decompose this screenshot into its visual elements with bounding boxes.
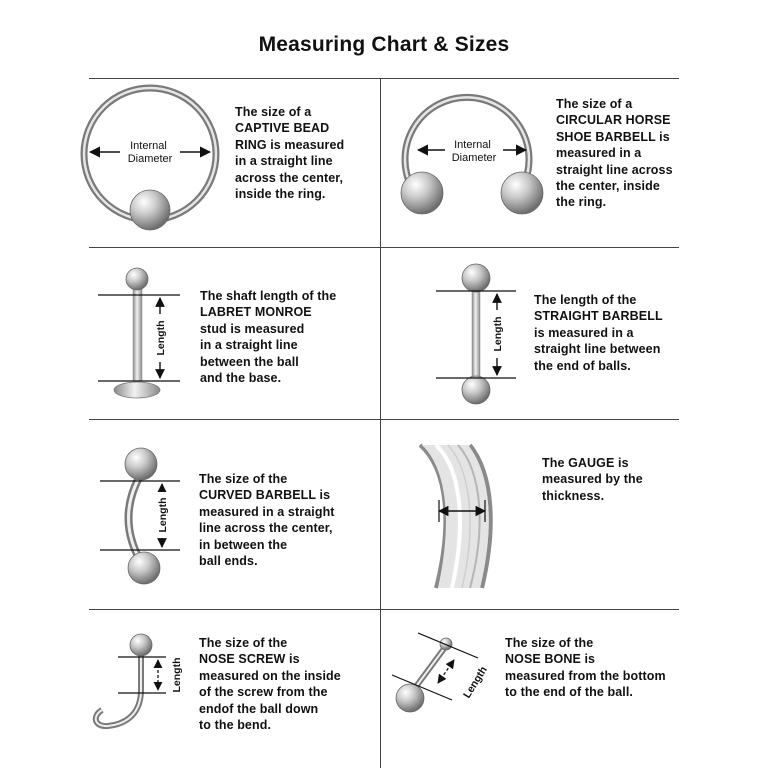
desc-line: RING is measured — [235, 137, 345, 152]
desc-line: the center, inside — [556, 178, 660, 193]
captive-bead-ring-description — [235, 104, 344, 202]
desc-line: measured by the — [542, 472, 643, 487]
straight-barbell-description — [534, 292, 663, 374]
desc-line: ball ends. — [199, 553, 258, 568]
desc-line: measured in a — [556, 146, 642, 161]
nose-bone-top-guide — [418, 633, 478, 658]
desc-line: The GAUGE is — [542, 456, 629, 470]
internal-label-1: Internal — [130, 140, 167, 152]
desc-line: thickness. — [542, 488, 605, 503]
desc-line: straight line between — [534, 342, 661, 357]
internal-diameter-label-1 — [128, 140, 173, 165]
desc-line: in a straight line — [235, 154, 333, 169]
desc-line: in between the — [199, 537, 288, 552]
internal-label-2: Internal — [454, 139, 491, 151]
desc-line: LABRET MONROE — [200, 305, 312, 320]
desc-line: The shaft length of the — [200, 289, 337, 303]
gauge-description — [542, 455, 643, 504]
desc-line: NOSE BONE is — [505, 652, 596, 667]
nose-bone-icon — [396, 638, 452, 712]
nose-bone-description — [505, 635, 666, 701]
desc-line: SHOE BARBELL is — [556, 129, 670, 144]
desc-line: The size of the — [199, 472, 288, 486]
desc-line: the ring. — [556, 195, 607, 210]
desc-line: CURVED BARBELL is — [199, 488, 331, 503]
desc-line: is measured in a — [534, 325, 634, 340]
desc-line: the end of balls. — [534, 358, 631, 373]
desc-line: The length of the — [534, 293, 637, 307]
desc-line: inside the ring. — [235, 186, 326, 201]
desc-line: straight line across — [556, 162, 673, 177]
desc-line: The size of a — [556, 97, 633, 111]
desc-line: and the base. — [200, 370, 282, 385]
curved-length-label: Length — [157, 497, 169, 533]
horseshoe-barbell-description — [556, 96, 673, 211]
desc-line: The size of the — [505, 636, 594, 650]
desc-line: stud is measured — [200, 321, 305, 336]
desc-line: measured on the inside — [199, 668, 341, 683]
desc-line: NOSE SCREW is — [199, 652, 300, 667]
internal-diameter-label-2 — [452, 139, 497, 164]
nose-bone-length-label: Length — [461, 664, 490, 701]
nose-bone-length-arrow — [438, 660, 454, 683]
diameter-label-2: Diameter — [451, 152, 497, 164]
diameter-label-1: Diameter — [127, 153, 173, 165]
desc-line: of the screw from the — [199, 685, 328, 700]
desc-line: to the bend. — [199, 717, 272, 732]
desc-line: CIRCULAR HORSE — [556, 113, 671, 128]
curved-barbell-description — [199, 471, 335, 569]
nose-screw-length-label: Length — [171, 657, 183, 693]
nose-screw-icon — [96, 634, 152, 726]
desc-line: STRAIGHT BARBELL — [534, 309, 663, 324]
desc-line: The size of the — [199, 636, 288, 650]
gauge-ring-icon — [420, 445, 491, 588]
desc-line: measured from the bottom — [505, 668, 666, 683]
desc-line: to the end of the ball. — [505, 685, 633, 700]
desc-line: measured in a straight — [199, 504, 335, 519]
desc-line: endof the ball down — [199, 701, 319, 716]
labret-monroe-description — [200, 288, 336, 386]
desc-line: CAPTIVE BEAD — [235, 121, 330, 136]
page-title: Measuring Chart & Sizes — [258, 33, 510, 56]
straight-length-label: Length — [492, 316, 504, 352]
desc-line: in a straight line — [200, 338, 298, 353]
desc-line: line across the center, — [199, 521, 333, 536]
nose-screw-description — [199, 635, 341, 733]
desc-line: across the center, — [235, 170, 344, 185]
desc-line: The size of a — [235, 105, 312, 119]
straight-barbell-icon — [462, 264, 490, 404]
labret-length-label: Length — [155, 320, 167, 356]
desc-line: between the ball — [200, 354, 299, 369]
